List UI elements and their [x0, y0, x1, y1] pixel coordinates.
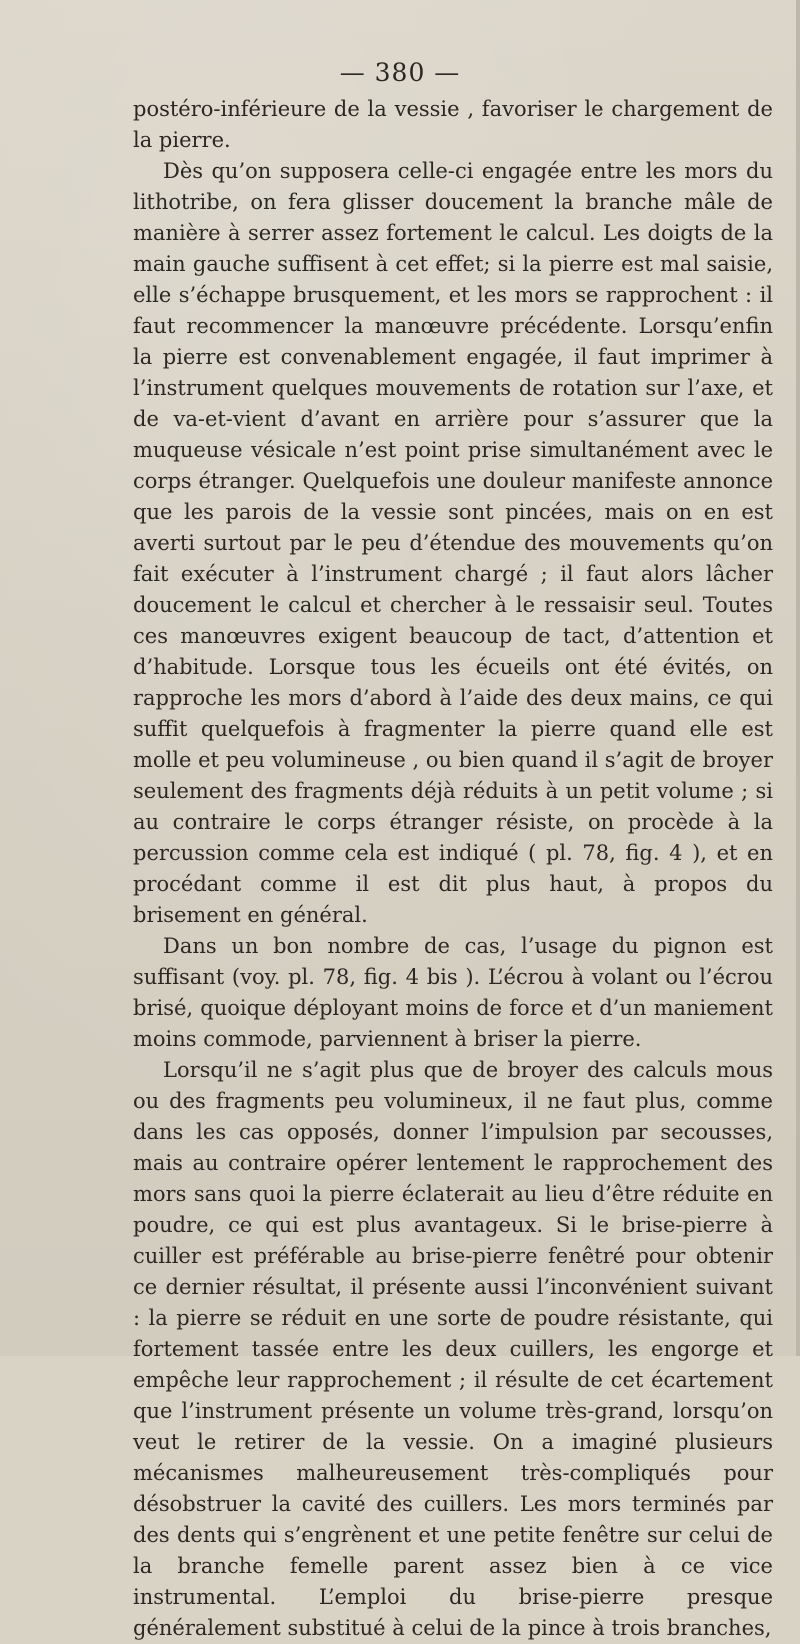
paragraph-soft-calculi: Lorsqu’il ne s’agit plus que de broyer des calculs mous ou des fragments peu volumineux, il ne faut plus, comme dans les cas opposés, donner l’impulsion par secousses, mais au contraire opérer lentement le rapprochement des mors sans quoi la pierre éclaterait au lieu d’être réduite en poudre, ce qui est plus avantageux. Si le brise-pierre à cuiller est préférable au brise-pierre fenêtré pour obtenir ce dernier résultat, il présente aussi l’inconvénient suivant : la pierre se réduit en une sorte de poudre résistante, qui fortement tassée entre les deux cuillers, les engorge et empêche leur rapprochement ; il résulte de cet écartement que l’instrument présente un volume très-grand, lorsqu’on veut le retirer de la vessie. On a imaginé plusieurs mécanismes malheureusement très-compliqués pour désobstruer la cavité des cuillers. Les mors terminés par des dents qui s’engrènent et une petite fenêtre sur celui de la branche femelle parent assez bien à ce vice instrumental. L’emploi du brise-pierre presque généralement substitué à celui de la pince à trois branches, — [133, 1058, 773, 1640]
paragraph-continuation: postéro-inférieure de la vessie , favoriser le chargement de la pierre. — [133, 97, 773, 152]
body-text — [133, 94, 773, 1644]
paragraph-pignon: Dans un bon nombre de cas, l’usage du pignon est suffisant (voy. pl. 78, fig. 4 bis ). L’écrou à volant ou l’écrou brisé, quoique déployant moins de force et d’un maniement moins commode, parviennent à briser la pierre. — [133, 934, 773, 1051]
page-edge — [796, 0, 800, 1356]
paragraph-lithotribe-procedure: Dès qu’on supposera celle-ci engagée entre les mors du lithotribe, on fera glisser doucement la branche mâle de manière à serrer assez fortement le calcul. Les doigts de la main gauche suffisent à cet effet; si la pierre est mal saisie, elle s’échappe brusquement, et les mors se rapprochent : il faut recommencer la manœuvre précédente. Lorsqu’enfin la pierre est convenablement engagée, il faut imprimer à l’instrument quelques mouvements de rotation sur l’axe, et de va-et-vient d’avant en arrière pour s’assurer que la muqueuse vésicale n’est point prise simultanément avec le corps étranger. Quelquefois une douleur manifeste annonce que les parois de la vessie sont pincées, mais on en est averti surtout par le peu d’étendue des mouvements qu’on fait exécuter à l’instrument chargé ; il faut alors lâcher doucement le calcul et chercher à le ressaisir seul. Toutes ces manœuvres exigent beaucoup de tact, d’attention et d’habitude. Lorsque tous les écueils ont été évités, on rapproche les mors d’abord à l’aide des deux mains, ce qui suffit quelquefois à fragmenter la pierre quand elle est molle et peu volumineuse , ou bien quand il s’agit de broyer seulement des fragments déjà réduits à un petit volume ; si au contraire le corps étranger résiste, on procède à la percussion comme cela est indiqué ( pl. 78, fig. 4 ), et en procédant comme il est dit plus haut, à propos du brisement en général. — [133, 159, 773, 927]
page-number: — 380 — — [339, 58, 461, 87]
